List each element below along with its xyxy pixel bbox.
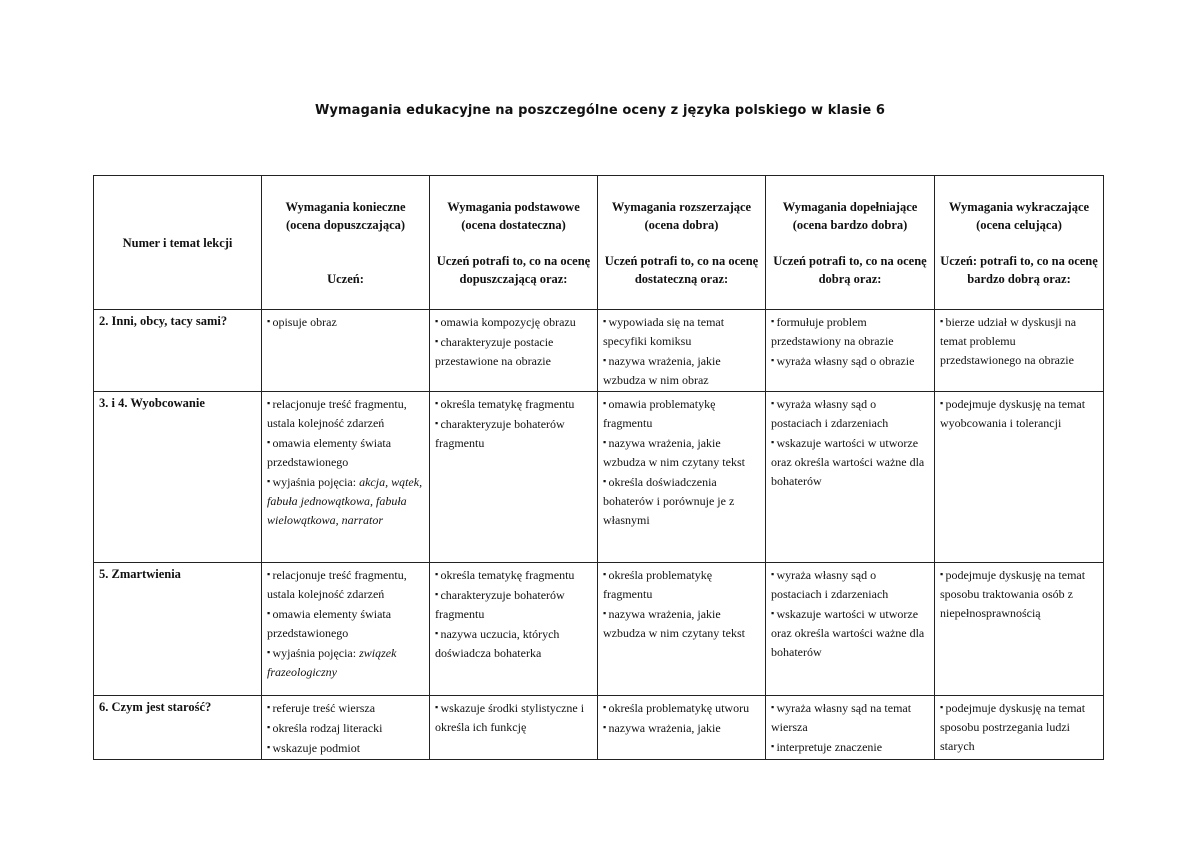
header-konieczne-title: Wymagania konieczne — [285, 199, 406, 214]
header-topic: Numer i temat lekcji — [94, 176, 262, 310]
header-konieczne — [262, 176, 430, 310]
table-row — [94, 696, 1104, 760]
cell-dopelniajace — [766, 563, 935, 696]
list-item: ▪ określa doświadczenia bohaterów i porównuje je z własnymi — [603, 472, 760, 530]
header-konieczne-sub: (ocena dopuszczająca) — [285, 217, 406, 232]
list-item: ▪ wyraża własny sąd o postaciach i zdarzeniach — [771, 565, 929, 604]
list-item: ▪ wypowiada się na temat specyfiki komiksu — [603, 312, 760, 351]
list-item: ▪ bierze udział w dyskusji na temat problemu przedstawionego na obrazie — [940, 312, 1098, 370]
cell-rozszerzajace — [598, 563, 766, 696]
list-item: ▪ określa tematykę fragmentu — [435, 394, 592, 414]
list-item: ▪ omawia kompozycję obrazu — [435, 312, 592, 332]
cell-wykraczajace — [935, 563, 1104, 696]
list-item: ▪ podejmuje dyskusję na temat sposobu postrzegania ludzi starych — [940, 698, 1098, 756]
header-rozszerzajace-title: Wymagania rozszerzające — [611, 199, 752, 214]
cell-podstawowe — [430, 310, 598, 392]
header-rozszerzajace-sub: (ocena dobra) — [644, 217, 719, 232]
list-item: ▪ wskazuje wartości w utworze oraz określa wartości ważne dla bohaterów — [771, 433, 929, 491]
list-item: ▪ nazywa wrażenia, jakie — [603, 718, 760, 738]
list-item: ▪ formułuje problem przedstawiony na obrazie — [771, 312, 929, 351]
list-item: ▪ relacjonuje treść fragmentu, ustala kolejność zdarzeń — [267, 565, 424, 604]
cell-rozszerzajace — [598, 310, 766, 392]
list-item-terms — [267, 472, 424, 530]
row-topic: 2. Inni, obcy, tacy sami? — [94, 310, 262, 392]
list-item-terms — [267, 643, 424, 682]
list-item: ▪ wskazuje środki stylistyczne i określa ich funkcję — [435, 698, 592, 737]
cell-podstawowe — [430, 392, 598, 563]
list-item: ▪ charakteryzuje bohaterów fragmentu — [435, 414, 592, 453]
table-header-row — [94, 176, 1104, 310]
list-item: ▪ określa rodzaj literacki — [267, 718, 424, 738]
cell-podstawowe — [430, 563, 598, 696]
cell-podstawowe — [430, 696, 598, 760]
header-rozszerzajace — [598, 176, 766, 310]
list-item: ▪ omawia problematykę fragmentu — [603, 394, 760, 433]
list-item: ▪ omawia elementy świata przedstawionego — [267, 604, 424, 643]
list-item: ▪ charakteryzuje bohaterów fragmentu — [435, 585, 592, 624]
list-item: ▪ charakteryzuje postacie przestawione na obrazie — [435, 332, 592, 371]
header-dopelniajace-sub: (ocena bardzo dobra) — [792, 217, 908, 232]
list-item: ▪ nazywa wrażenia, jakie wzbudza w nim obraz — [603, 351, 760, 390]
row-topic: 5. Zmartwienia — [94, 563, 262, 696]
cell-rozszerzajace — [598, 696, 766, 760]
terms-italic: akcja, wątek, fabuła jednowątkowa, fabuła wielowątkowa, narrator — [267, 475, 423, 527]
list-item: ▪ omawia elementy świata przedstawionego — [267, 433, 424, 472]
list-item: ▪ interpretuje znaczenie — [771, 737, 929, 757]
header-podstawowe — [430, 176, 598, 310]
cell-wykraczajace — [935, 392, 1104, 563]
cell-konieczne — [262, 696, 430, 760]
cell-wykraczajace — [935, 310, 1104, 392]
header-dopelniajace-title: Wymagania dopełniające — [782, 199, 918, 214]
list-item: ▪ opisuje obraz — [267, 312, 424, 332]
terms-lead: wyjaśnia pojęcia: — [272, 475, 360, 489]
header-konieczne-lead: Uczeń: — [327, 271, 364, 286]
header-dopelniajace-lead: Uczeń potrafi to, co na ocenę dobrą oraz: — [773, 253, 927, 286]
header-wykraczajace-sub: (ocena celująca) — [976, 217, 1062, 232]
requirements-table — [93, 175, 1104, 760]
header-wykraczajace — [935, 176, 1104, 310]
cell-konieczne — [262, 392, 430, 563]
cell-konieczne — [262, 310, 430, 392]
list-item: ▪ określa tematykę fragmentu — [435, 565, 592, 585]
row-topic: 6. Czym jest starość? — [94, 696, 262, 760]
list-item: ▪ wyraża własny sąd o obrazie — [771, 351, 929, 371]
header-dopelniajace — [766, 176, 935, 310]
document-title: Wymagania edukacyjne na poszczególne oceny z języka polskiego w klasie 6 — [314, 103, 886, 118]
header-podstawowe-title: Wymagania podstawowe — [447, 199, 580, 214]
cell-wykraczajace — [935, 696, 1104, 760]
list-item: ▪ wyraża własny sąd na temat wiersza — [771, 698, 929, 737]
cell-dopelniajace — [766, 696, 935, 760]
header-podstawowe-sub: (ocena dostateczna) — [461, 217, 566, 232]
list-item: ▪ wskazuje podmiot — [267, 738, 424, 758]
table-row — [94, 563, 1104, 696]
table-row — [94, 310, 1104, 392]
list-item: ▪ podejmuje dyskusję na temat sposobu traktowania osób z niepełnosprawnością — [940, 565, 1098, 623]
list-item: ▪ referuje treść wiersza — [267, 698, 424, 718]
cell-dopelniajace — [766, 310, 935, 392]
list-item: ▪ wyraża własny sąd o postaciach i zdarzeniach — [771, 394, 929, 433]
terms-lead: wyjaśnia pojęcia: — [272, 646, 360, 660]
cell-rozszerzajace — [598, 392, 766, 563]
terms-italic: związek frazeologiczny — [267, 646, 397, 679]
list-item: ▪ wskazuje wartości w utworze oraz określa wartości ważne dla bohaterów — [771, 604, 929, 662]
list-item: ▪ podejmuje dyskusję na temat wyobcowania i tolerancji — [940, 394, 1098, 433]
header-wykraczajace-title: Wymagania wykraczające — [948, 199, 1090, 214]
header-wykraczajace-lead: Uczeń: potrafi to, co na ocenę bardzo dobrą oraz: — [940, 253, 1098, 286]
row-topic: 3. i 4. Wyobcowanie — [94, 392, 262, 563]
cell-dopelniajace — [766, 392, 935, 563]
list-item: ▪ nazywa wrażenia, jakie wzbudza w nim czytany tekst — [603, 604, 760, 643]
table-row — [94, 392, 1104, 563]
header-podstawowe-lead: Uczeń potrafi to, co na ocenę dopuszczającą oraz: — [436, 253, 591, 286]
header-rozszerzajace-lead: Uczeń potrafi to, co na ocenę dostateczną oraz: — [604, 253, 759, 286]
list-item: ▪ relacjonuje treść fragmentu, ustala kolejność zdarzeń — [267, 394, 424, 433]
list-item: ▪ określa problematykę fragmentu — [603, 565, 760, 604]
cell-konieczne — [262, 563, 430, 696]
list-item: ▪ nazywa wrażenia, jakie wzbudza w nim czytany tekst — [603, 433, 760, 472]
list-item: ▪ określa problematykę utworu — [603, 698, 760, 718]
list-item: ▪ nazywa uczucia, których doświadcza bohaterka — [435, 624, 592, 663]
